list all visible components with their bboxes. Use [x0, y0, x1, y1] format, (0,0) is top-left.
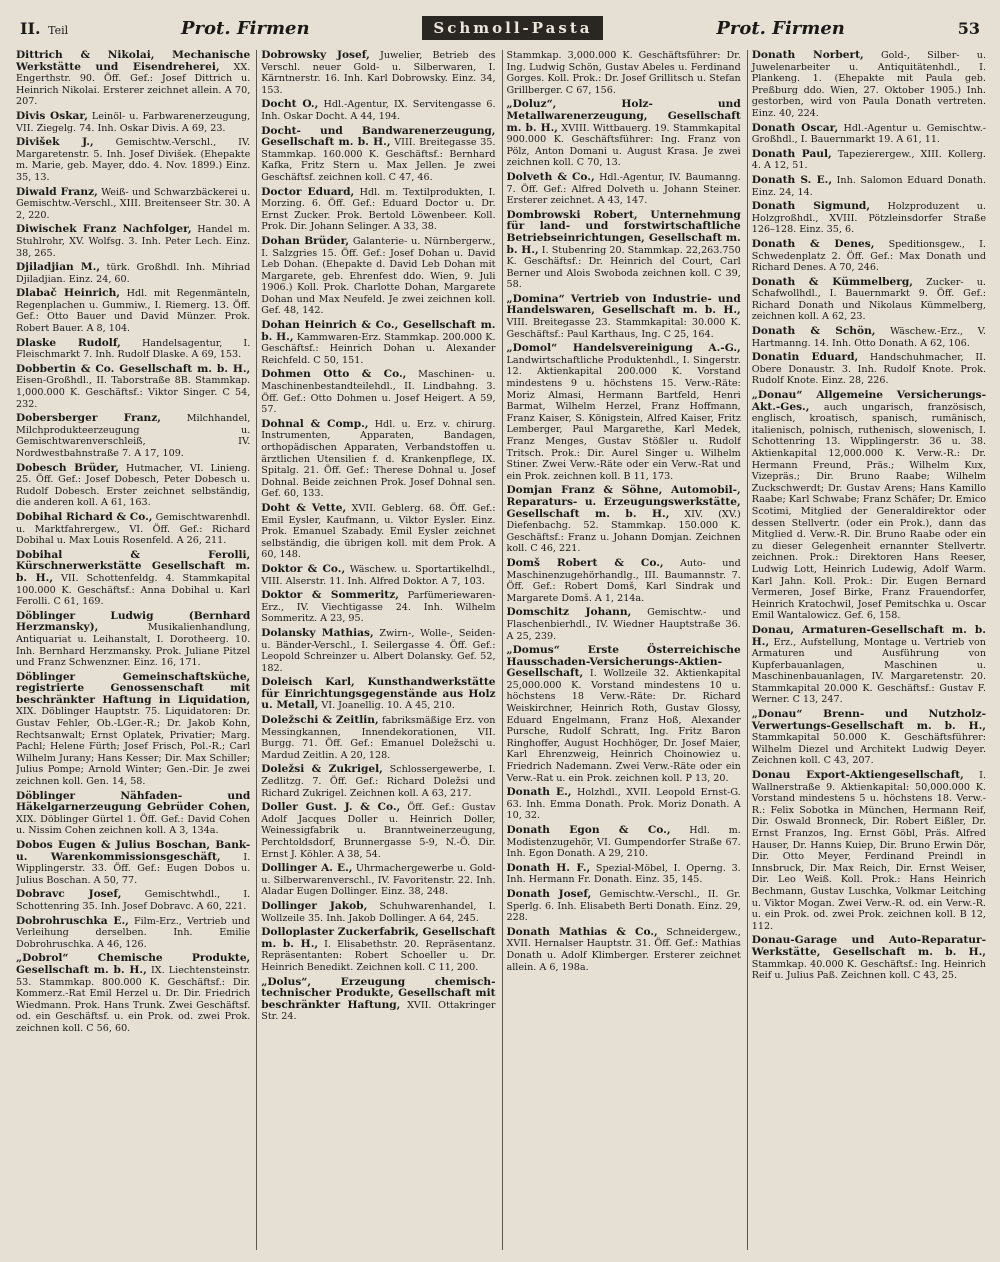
column-4: [747, 50, 986, 1250]
firm-details: I. Wollzeile 32. Aktienkapital 25,000.000 K. Vorstand mindestens 10 u. höchstens 18 Verw.-Räte: Dr. Richard Weiskirchner, Heinrich Roth, Gustav Glossy, Eduard Engelmann, Franz Hoß, Alexander Pursche, Rudolf Schratt, Ing. Fritz Baron Ringhoffer, August Hochhöger, Dr. Josef Maier, Karl Ehrenzweig, Heinrich Choinowiez u. Friedrich Nademann. Zwei Verw.-Räte oder ein Verw.-Rat u. ein Prok. zeichnen koll. P 13, 20.: [506, 668, 741, 784]
part-suffix: Teil: [48, 23, 69, 37]
firm-details: XVII. Geblerg. 68. Öff. Gef.: Emil Eysler, Kaufmann, u. Viktor Eysler. Einz. Prok. Emanuel Szabady. Emil Eysler zeichnet selbständig, die übrigen koll. mit dem Prok. A 60, 148.: [261, 502, 496, 561]
directory-entry: [752, 175, 986, 198]
firm-name: Doller Gust. J. & Co.,: [261, 801, 401, 814]
firm-name: Dobrohruschka E.,: [16, 914, 129, 927]
directory-entry: [261, 628, 495, 674]
directory-entry: [16, 512, 250, 547]
directory-entry: [752, 625, 986, 706]
firm-name: Dobravc Josef,: [16, 888, 122, 901]
firm-name: Dobersberger Franz,: [16, 412, 161, 425]
firm-name: Diwischek Franz Nachfolger,: [16, 223, 192, 236]
firm-name: Donatin Eduard,: [751, 351, 859, 364]
firm-name: Doktor & Sommeritz,: [261, 589, 399, 602]
firm-name: Doležschi & Zeitlin,: [261, 714, 379, 727]
firm-name: Doleisch Karl, Kunsthandwerkstätte für Einrichtungsgegenstände aus Holz u. Metall,: [261, 676, 496, 712]
firm-details: fabriksmäßige Erz. von Messingkannen, Innendekorationen, VII. Burgg. 71. Öff. Gef.: Emanuel Doležschi u. Mardud Zeitlin. A 20, 128.: [261, 715, 496, 761]
directory-entry: [507, 343, 741, 482]
directory-entry: [261, 126, 495, 184]
directory-entry: [261, 369, 495, 415]
advertising-banner: Schmoll-Pasta: [422, 16, 603, 40]
directory-entry: [752, 326, 986, 349]
firm-details: I. Stubenring 20. Stammkap. 22,263.750 K. Geschäftsf.: Dr. Heinrich del Court, Carl Berner und Alois Swoboda zeichnen koll. C 39, 58.: [506, 244, 741, 291]
firm-details: Hutmacher, VI. Linieng. 25. Öff. Gef.: Josef Dobesch, Peter Dobesch u. Rudolf Dobesch. Erster zeichnet selbständig, die anderen koll. A 61, 163.: [16, 462, 251, 509]
firm-details: Gemischtw.- und Flaschenbierhdl., IV. Wiedner Hauptstraße 36. A 25, 239.: [506, 607, 741, 642]
firm-name: Domschitz Johann,: [506, 606, 632, 619]
firm-name: Doležsi & Zukrigel,: [261, 763, 383, 776]
directory-entry: [16, 50, 250, 108]
directory-entry: [752, 149, 986, 172]
directory-entry: [261, 677, 495, 712]
directory-entry: [16, 187, 250, 222]
firm-name: Donath Oscar,: [751, 121, 839, 134]
directory-entry: [261, 187, 495, 233]
firm-details: Hdl.-Agentur, IV. Baumanng. 7. Öff. Gef.: Alfred Dolveth u. Johann Steiner. Ersterer zeichnet. A 43, 147.: [506, 171, 741, 207]
firm-name: Dlaske Rudolf,: [16, 336, 121, 349]
firm-details: Hdl.-Agentur, IX. Servitengasse 6. Inh. Oskar Docht. A 44, 194.: [261, 99, 496, 122]
firm-details: Kammwaren-Erz. Stammkap. 200.000 K. Geschäftsf.: Heinrich Dohan u. Alexander Reichfeld. C 50, 151.: [261, 331, 496, 366]
directory-entry: [16, 953, 250, 1034]
firm-name: „Doluz“, Holz- und Metallwarenerzeugung, Gesellschaft m. b. H.,: [506, 98, 741, 134]
firm-name: Docht- und Bandwarenerzeugung, Gesellschaft m. b. H.,: [261, 124, 496, 149]
directory-entry: [752, 123, 986, 146]
firm-name: Donath S. E.,: [751, 173, 833, 186]
firm-details: Öff. Gef.: Gustav Adolf Jacques Doller u. Heinrich Doller, Weinessigfabrik u. Branntweinerzeugung, Perchtoldsdorf, Brunnergasse 5-9, N.-Ö. Dir. Ernst J. Köhler. A 38, 54.: [261, 802, 496, 860]
firm-name: Dohan Brüder,: [261, 234, 350, 247]
firm-details: Stammkap. 3,000.000 K. Geschäftsführer: Dr. Ing. Ludwig Schön, Gustav Abeles u. Ferdinand Gorges. Koll. Prok.: Dr. Josef Grillitsch u. Stefan Grillberger. C 67, 156.: [506, 50, 741, 96]
directory-entry: [261, 715, 495, 761]
directory-entry: [261, 503, 495, 561]
firm-details: Schuhwarenhandel, I. Wollzeile 35. Inh. Jakob Dollinger. A 64, 245.: [261, 900, 496, 924]
firm-details: XIV. (XV.) Diefenbachg. 52. Stammkap. 150.000 K. Geschäftsf.: Franz u. Johann Domjan. Zeichnen koll. C 46, 221.: [506, 508, 741, 555]
firm-details: Gemischtw.-Verschl., IV. Margaretenstr. 5. Inh. Josef Divišek. (Ehepakte m. Marie, geb. Mayer, ddo. 4. Nov. 1899.) Einz. 35, 13.: [16, 137, 251, 183]
directory-entry: [16, 463, 250, 509]
firm-details: Uhrmachergewerbe u. Gold- u. Silberwarenverschl., IV. Favoritenstr. 22. Inh. Aladar Eugen Dollinger. Einz. 38, 248.: [261, 863, 496, 898]
firm-name: Döblinger Nähfaden- und Häkelgarnerzeugung Gebrüder Cohen,: [16, 789, 251, 814]
directory-entry: [752, 770, 986, 932]
firm-name: Dolveth & Co.,: [506, 170, 595, 183]
directory-entry: [261, 590, 495, 625]
directory-entry: [261, 802, 495, 860]
firm-name: Domš Robert & Co.,: [506, 556, 664, 569]
firm-name: „Dobrol“ Chemische Produkte, Gesellschaft m. b. H.,: [16, 952, 251, 976]
directory-entry: [261, 863, 495, 898]
firm-name: Döblinger Ludwig (Bernhard Herzmansky),: [16, 609, 251, 634]
firm-name: Dobbertin & Co. Gesellschaft m. b. H.,: [16, 362, 251, 375]
firm-details: Gemischtw.-Verschl., II. Gr. Sperlg. 6. Inh. Elisabeth Berti Donath. Einz. 29, 228.: [506, 888, 741, 924]
firm-details: Zucker- u. Schafwollhdl., I. Bauernmarkt 9. Öff. Gef.: Richard Donath und Nikolaus Kümmelberg, zeichnen koll. A 62, 23.: [751, 276, 986, 323]
directory-entry: [752, 277, 986, 323]
directory-entry: [261, 977, 495, 1023]
firm-name: Djiladjian M.,: [16, 261, 101, 274]
firm-details: I. Wallnerstraße 9. Aktienkapital: 50,000.000 K. Vorstand mindestens 5 u. höchstens 18. Verw.-R.: Felix Sobotka in München, Hermann Reif, Dir. Oswald Bronneck, Dir. Robert Eißler, Dr. Ernst Franzos, Ing. Ernst Göbl, Präs. Alfred Hauser, Dr. Hanns Kuiep, Dir. Bruno Erwin Dör, Dir. Otto Meyer, Ferdinand Preindl in Innsbruck, Dir. Max Reich, Dir. Ernst Weiser, Dir. Leo Weiß. Koll. Prok.: Hans Heinrich Bechmann, Gustav Luschka, Volkmar Leitching u. Viktor Mogan. Zwei Verw.-R. od. ein Verw.-R. u. ein Prok. od. zwei Prok. zeichnen koll. B 12, 112.: [751, 770, 986, 932]
firm-details: Hdl.-Agentur u. Gemischtw.-Großhdl., I. Bauernmarkt 19. A 61, 11.: [751, 122, 986, 146]
firm-name: Dlabač Heinrich,: [16, 287, 120, 300]
directory-entry: [507, 863, 741, 886]
firm-details: Hdl. m. Textilprodukten, I. Morzing. 6. Öff. Gef.: Eduard Doctor u. Dr. Ernst Zucker. Prok. Bertold Löwenbeer. Koll. Prok. Dir. Johann Selinger. A 33, 38.: [261, 186, 496, 233]
directory-entry: [261, 564, 495, 587]
directory-entry: [507, 210, 741, 291]
directory-entry: [16, 338, 250, 361]
firm-name: Donath Paul,: [751, 147, 832, 160]
firm-name: Doht & Vette,: [261, 501, 347, 514]
directory-entry: [261, 419, 495, 500]
directory-entry: [16, 791, 250, 837]
directory-entry: [507, 99, 741, 169]
firm-details: XVIII. Wittbauerg. 19. Stammkapital 900.000 K. Geschäftsführer: Ing. Franz von Pölz, Anton Domani u. August Krasa. Je zwei zeichnen koll. C 70, 13.: [506, 122, 741, 169]
firm-details: Hdl. u. Erz. v. chirurg. Instrumenten, Apparaten, Bandagen, orthopädischen Apparaten, Verbandstoffen u. ärztlichen Utensilien f. d. Krankenpflege, IX. Spitalg. 21. Öff. Gef.: Therese Dohnal u. Josef Dohnal. Beide zeichnen Prok. Josef Dohnal sen. Gef. 60, 133.: [261, 418, 496, 500]
firm-details: VIII. Breitegasse 35. Stammkap. 160.000 K. Geschäftsf.: Bernhard Kafka, Fritz Stern u. Max Jellen. Je zwei Geschäftsf. zeichnen koll. C 47, 46.: [261, 137, 496, 183]
firm-details: Gemischtwarenhdl. u. Marktfahrergew., VI. Öff. Gef.: Richard Dobihal u. Max Louis Rosenfeld. A 26, 211.: [16, 511, 251, 547]
directory-entry: [507, 787, 741, 822]
firm-name: Dollinger Jakob,: [261, 899, 368, 912]
firm-name: Donath & Schön,: [751, 325, 876, 338]
directory-entry: [16, 288, 250, 334]
firm-details: Tapezierergew., XIII. Kollerg. 4. A 12, 51.: [751, 148, 986, 172]
directory-entry: [507, 607, 741, 642]
firm-name: Donath Egon & Co.,: [506, 824, 671, 836]
firm-name: Dolansky Mathias,: [261, 626, 374, 639]
page-header: [20, 12, 980, 44]
directory-entry: [261, 927, 495, 973]
firm-name: Dohan Heinrich & Co., Gesellschaft m. b. H.,: [261, 319, 496, 343]
directory-entry: [261, 901, 495, 924]
firm-details: Speditionsgew., I. Schwedenplatz 2. Öff. Gef.: Max Donath und Richard Denes. A 70, 246.: [751, 238, 986, 274]
directory-entry: [261, 236, 495, 317]
firm-details: Wäschew. u. Sportartikelhdl., VIII. Alserstr. 11. Inh. Alfred Doktor. A 7, 103.: [261, 563, 496, 587]
firm-name: Dobrowsky Josef,: [261, 50, 370, 61]
firm-details: Erz., Aufstellung, Montage u. Vertrieb von Armaturen und Ausführung von Kupferbauanlagen, Maschinen u. Maschinenbauanlagen, IV. Margaretenstr. 20. Stammkapital 20.000 K. Geschäftsf.: Gustav F. Werner. C 13, 247.: [751, 636, 986, 706]
firm-details: Auto- und Maschinenzugehörhandlg., III. Baumannstr. 7. Öff. Gef.: Robert Domš, Karl Sindrak und Margarete Domš. A 1, 214a.: [506, 557, 741, 604]
firm-details: Gemischtwhdl., I. Schottenring 35. Inh. Josef Dobravc. A 60, 221.: [16, 889, 251, 912]
firm-details: Landwirtschaftliche Produktenhdl., I. Singerstr. 12. Aktienkapital 200.000 K. Vorstand mindestens 9 u. höchstens 15. Verw.-Räte: Moriz Almasi, Hermann Bartfeld, Henri Barmat, Wilhelm Herzel, Franz Hoffmann, Franz Kaiser, S. Königstein, Alfred Kaiser, Fritz Lemberger, Paul Margarethe, Karl Medek, Franz Menges, Gustav Stößler u. Rudolf Tritsch. Prok.: Dir. Aurel Singer u. Wilhelm Stiner. Zwei Verw.-Räte oder ein Verw.-Rat und ein Prok. zeichnen koll. B 11, 173.: [506, 354, 741, 482]
directory-entry: [16, 672, 250, 788]
firm-details: Spezial-Möbel, I. Operng. 3. Inh. Hermann Fr. Donath. Einz. 35, 145.: [506, 862, 741, 886]
firm-details: VII. Schottenfeldg. 4. Stammkapital 100.000 K. Geschäftsf.: Anna Dobihal u. Karl Ferolli. C 61, 169.: [16, 572, 251, 608]
firm-details: Parfümeriewaren-Erz., IV. Viechtigasse 24. Inh. Wilhelm Sommeritz. A 23, 95.: [261, 590, 496, 625]
firm-name: Donau Export-Aktiengesellschaft,: [751, 769, 964, 782]
firm-name: Dollinger A. E.,: [261, 862, 353, 875]
firm-details: Holzhdl., XVII. Leopold Ernst-G. 63. Inh. Emma Donath. Prok. Moriz Donath. A 10, 32.: [506, 787, 741, 822]
directory-entry: [16, 364, 250, 410]
firm-details: Schlossergewerbe, I. Zedlitzg. 7. Öff. Gef.: Richard Doležsi und Richard Zukrigel. Zeichnen koll. A 63, 217.: [261, 764, 496, 799]
firm-name: Donath Sigmund,: [751, 200, 871, 213]
firm-details: VIII. Breitegasse 23. Stammkapital: 30.000 K. Geschäftsf.: Paul Karthaus, Ing. C 25, 164.: [506, 317, 741, 340]
firm-name: Dombrowski Robert, Unternehmung für land- und forstwirtschaftliche Betriebseinrichtungen, Gesellschaft m. b. H.,: [506, 208, 741, 256]
left-running-title: Prot. Firmen: [181, 17, 310, 39]
firm-details: Weiß- und Schwarzbäckerei u. Gemischtw.-Verschl., XIII. Breitenseer Str. 30. A 2, 220.: [16, 186, 251, 221]
firm-name: Divis Oskar,: [16, 109, 88, 122]
firm-details: türk. Großhdl. Inh. Mihriad Djiladjian. Einz. 24, 60.: [16, 262, 251, 285]
part-label: [20, 19, 68, 38]
directory-entry: [16, 137, 250, 183]
directory-entry: [507, 558, 741, 604]
directory-entry: [752, 709, 986, 767]
firm-details: XX. Engerthstr. 90. Öff. Gef.: Josef Dittrich u. Heinrich Nikolai. Ersterer zeichnet allein. A 70, 207.: [16, 61, 251, 108]
firm-name: Dobos Eugen & Julius Boschan, Bank- u. Warenkommissionsgeschäft,: [16, 839, 251, 863]
firm-details: XVII. Ottakringer Str. 24.: [261, 999, 496, 1023]
firm-details: VI. Joanellig. 10. A 45, 210.: [321, 700, 455, 712]
firm-name: „Dolus“, Erzeugung chemisch-technischer Produkte, Gesellschaft mit beschränkter Haftung,: [261, 975, 496, 1011]
firm-name: Dobihal & Ferolli, Kürschnerwerkstätte Gesellschaft m. b. H.,: [16, 548, 251, 584]
directory-entry: [507, 485, 741, 555]
firm-name: Doktor & Co.,: [261, 562, 346, 575]
firm-details: Handel m. Stuhlrohr, XV. Wolfsg. 3. Inh. Peter Lech. Einz. 38, 265.: [16, 224, 251, 259]
directory-entry: [507, 825, 741, 860]
firm-name: Donath H. F.,: [506, 861, 591, 874]
column-2: [256, 50, 495, 1250]
firm-details: Leinöl- u. Farbwarenerzeugung, VII. Ziegelg. 74. Inh. Oskar Divis. A 69, 23.: [16, 110, 251, 134]
firm-name: Donath & Denes,: [751, 237, 875, 250]
firm-name: Donath & Kümmelberg,: [751, 275, 913, 288]
firm-name: „Donau“ Brenn- und Nutzholz-Verwertungs-Gesellschaft m. b. H.,: [751, 708, 986, 732]
firm-name: „Domus“ Erste Österreichische Hausschaden-Versicherungs-Aktien-Gesellschaft,: [506, 644, 741, 680]
firm-details: Hdl. m. Modistenzugehör, VI. Gumpendorfer Straße 67. Inh. Egon Donath. A 29, 210.: [506, 825, 741, 860]
firm-details: Schneidergew., XVII. Hernalser Hauptstr. 31. Öff. Gef.: Mathias Donath u. Adolf Klimberger. Ersterer zeichnet allein. A 6, 198a.: [506, 926, 741, 973]
directory-entry: [507, 172, 741, 207]
firm-details: auch ungarisch, französisch, englisch, kroatisch, spanisch, rumänisch, italienisch, polnisch, ruthenisch, slowenisch, I. Schottenring 13. Wipplingerstr. 36 u. 38. Aktienkapital 12,000.000 K. Verw.-R.: Dr. Hermann Freund, Präs.; Wilhelm Kux, Vizepräs.; Dir. Bruno Raabe; Wilhelm Zuckschwerdt; Dr. Gustav Arens; Hans Kamillo Raabe; Karl Schwabe; Franz Schäfer; Dr. Emico Scotimi, Mitglied der Generaldirektor oder dessen Stellvertr. (oder ein Prok.), dann das Mitglied d. Verw.-R. Dir. Bruno Raabe oder ein zu dieser Gelegenheit ernannter Stellvertr. zeichnen. Prok.: Direktoren Hans Reeser, Ludwig Lott, Heinrich Ludewig, Adolf Warm. Karl Jahn. Koll. Prok.: Dir. Eugen Bernard Vermeren, Josef Birke, Franz Frauendorfer, Heinrich Kratochwil, Josef Pemitschka u. Oscar Emil Wantalowicz. Gef. 6, 158.: [751, 401, 986, 622]
column-3: [502, 50, 741, 1250]
directory-entry: [16, 413, 250, 459]
firm-name: Doctor Eduard,: [261, 185, 355, 198]
firm-details: Holzproduzent u. Holzgroßhdl., XVIII. Pötzleinsdorfer Straße 126–128. Einz. 35, 6.: [751, 201, 986, 236]
firm-details: Stammkap. 40.000 K. Geschäftsf.: Ing. Heinrich Reif u. Julius Paß. Zeichnen koll. C 43, 25.: [751, 958, 986, 982]
firm-details: Handschuhmacher, II. Obere Donaustr. 3. Inh. Rudolf Knote. Prok. Rudolf Knote. Einz. 28, 226.: [751, 352, 986, 387]
firm-name: Donau, Armaturen-Gesellschaft m. b. H.,: [751, 623, 986, 648]
firm-name: Dohnal & Comp.,: [261, 417, 369, 430]
directory-entry: [16, 550, 250, 608]
firm-name: Donath Josef,: [506, 887, 592, 900]
directory-entry: [752, 239, 986, 274]
firm-name: Dolloplaster Zuckerfabrik, Gesellschaft m. b. H.,: [261, 926, 496, 950]
firm-name: Donau-Garage und Auto-Reparatur-Werkstätte, Gesellschaft m. b. H.,: [751, 934, 986, 958]
directory-entry: [507, 294, 741, 340]
directory-entry: [261, 764, 495, 799]
directory-entry: [16, 224, 250, 259]
firm-details: Gold-, Silber- u. Juwelenarbeiter u. Antiquitätenhdl., I. Plankeng. 1. (Ehepakte mit Paula geb. Preßburg ddo. Wien, 27. Oktober 1905.) Inh. gestorben, wird von Paula Donath vertreten. Einz. 40, 224.: [751, 50, 986, 119]
firm-name: „Donau“ Allgemeine Versicherungs-Akt.-Ges.,: [751, 389, 986, 413]
firm-name: Donath Norbert,: [751, 50, 864, 61]
directory-entry: [16, 916, 250, 951]
firm-details: Maschinen- u. Maschinenbestandteilehdl., II. Lindbahng. 3. Öff. Gef.: Otto Dohmen u. Josef Heigert. A 59, 57.: [261, 369, 496, 416]
firm-details: XIX. Döblinger Gürtel 1. Öff. Gef.: David Cohen u. Nissim Cohen zeichnen koll. A 3, 134a.: [16, 813, 251, 837]
right-running-title: Prot. Firmen: [716, 17, 845, 39]
firm-details: Eisen-Großhdl., II. Taborstraße 8B. Stammkap. 1,000.000 K. Geschäftsf.: Viktor Singer. C 54, 232.: [16, 375, 251, 410]
firm-name: „Domol“ Handelsvereinigung A.-G.,: [506, 342, 741, 355]
firm-details: Zwirn-, Wolle-, Seiden- u. Bänder-Verschl., I. Seilergasse 4. Öff. Gef.: Leopold Schreinzer u. Albert Dolansky. Gef. 52, 182.: [261, 627, 496, 674]
directory-entry: [752, 935, 986, 981]
firm-details: Wäschew.-Erz., V. Hartmanng. 14. Inh. Otto Donath. A 62, 106.: [751, 326, 986, 349]
firm-name: Döblinger Gemeinschaftsküche, registrierte Genossenschaft mit beschränkter Haftung in Liquidation,: [16, 670, 251, 706]
column-1: [16, 50, 250, 1250]
directory-entry: [507, 889, 741, 924]
directory-entry: [752, 201, 986, 236]
firm-details: Stammkapital 50.000 K. Geschäftsführer: Wilhelm Diezel und Architekt Ludwig Deyer. Zeichnen koll. C 43, 207.: [751, 732, 986, 767]
firm-details: I. Wipplingerstr. 33. Öff. Gef.: Eugen Dobos u. Julius Boschan. A 50, 77.: [16, 851, 251, 886]
directory-entry: [752, 50, 986, 120]
firm-name: Docht O.,: [261, 98, 319, 111]
firm-details: Juwelier, Betrieb des Verschl. neuer Gold- u. Silberwaren, I. Kärntnerstr. 16. Inh. Karl Dobrowsky. Einz. 34, 153.: [261, 50, 496, 96]
directory-entry: [16, 111, 250, 134]
firm-details: I. Elisabethstr. 20. Repräsentanz. Repräsentanten: Robert Schoeller u. Dr. Heinrich Benedikt. Zeichnen koll. C 11, 200.: [261, 938, 496, 973]
directory-entry: [507, 645, 741, 784]
firm-name: Donath E.,: [506, 786, 572, 799]
firm-details: XIX. Döblinger Hauptstr. 75. Liquidatoren: Dr. Gustav Fehler, Ob.-LGer.-R.; Dr. Jakob Kohn, Rechtsanwalt; Ernst Oplatek, Privatier; Marg. Pachl; Helene Fürth; Josef Frisch, Pol.-R.; Carl Wilhelm Jurany; Hans Kesser; Dir. Max Schiller; Julius Pompe; Arnold Winter; Gen.-Dir. Je zwei zeichnen koll. Gen. 14, 58.: [16, 706, 251, 788]
firm-details: Inh. Salomon Eduard Donath. Einz. 24, 14.: [751, 174, 986, 198]
firm-name: Dohmen Otto & Co.,: [261, 368, 407, 381]
directory-entry: [16, 889, 250, 912]
firm-name: Dittrich & Nikolai, Mechanische Werkstätte und Eisendreherei,: [16, 50, 251, 73]
firm-name: Diwald Franz,: [16, 185, 98, 198]
page-number: 53: [957, 18, 980, 38]
firm-details: Hdl. mit Regenmänteln, Regenplachen u. Gummiw., I. Riemerg. 13. Öff. Gef.: Otto Bauer und David Münzer. Prok. Robert Bauer. A 8, 104.: [16, 288, 251, 335]
directory-entry: [507, 927, 741, 973]
directory-entry: [16, 840, 250, 886]
directory-entry: [261, 320, 495, 366]
firm-details: IX. Liechtensteinstr. 53. Stammkap. 800.000 K. Geschäftsf.: Dir. Kommerz.-Rat Emil Herzel u. Dr. Dir. Friedrich Wiedmann. Prok. Hans Trunk. Zwei Geschäftsf. od. ein Geschäftsf. u. ein Prok. od. zwei Prok. zeichnen koll. C 56, 60.: [16, 964, 251, 1034]
directory-entry: [261, 99, 495, 122]
firm-name: Divišek J.,: [16, 136, 94, 149]
firm-name: Dobesch Brüder,: [16, 461, 119, 474]
directory-entry: [16, 262, 250, 285]
firm-name: Domjan Franz & Söhne, Automobil-, Reparaturs- u. Erzeugungswerkstätte, Gesellschaft m. b. H.,: [506, 484, 741, 520]
firm-details: Milchhandel, Milchprodukteerzeugung u. Gemischtwarenverschleiß, IV. Nordwestbahnstraße 7. A 17, 109.: [16, 413, 251, 459]
firm-details: Film-Erz., Vertrieb und Verleihung derselben. Inh. Emilie Dobrohruschka. A 46, 126.: [16, 915, 251, 950]
directory-entry: [507, 50, 741, 96]
firm-details: Musikalienhandlung, Antiquariat u. Leihanstalt, I. Dorotheerg. 10. Inh. Bernhard Herzmansky. Prok. Juliane Pitzel und Franz Schwenzner. Einz. 16, 171.: [16, 622, 251, 669]
part-number: II.: [20, 18, 41, 38]
directory-entry: [752, 390, 986, 622]
directory-entry: [752, 352, 986, 387]
firm-name: Dobihal Richard & Co.,: [16, 510, 153, 523]
directory-columns: [16, 50, 986, 1250]
directory-entry: [16, 611, 250, 669]
directory-entry: [261, 50, 495, 96]
firm-details: Galanterie- u. Nürnbergerw., I. Salzgries 15. Öff. Gef.: Josef Dohan u. David Leb Dohan. (Ehepakte d. David Leb Dohan mit Margarete, geb. Ehrenfest ddo. Wien, 9. Juli 1906.) Koll. Prok. Charlotte Dohan, Margarete Dohan und Max Neufeld. Je zwei zeichnen koll. Gef. 48, 142.: [261, 235, 496, 317]
firm-name: „Domina“ Vertrieb von Industrie- und Handelswaren, Gesellschaft m. b. H.,: [506, 292, 741, 317]
firm-details: Handelsagentur, I. Fleischmarkt 7. Inh. Rudolf Dlaske. A 69, 153.: [16, 337, 251, 361]
firm-name: Donath Mathias & Co.,: [506, 925, 658, 938]
